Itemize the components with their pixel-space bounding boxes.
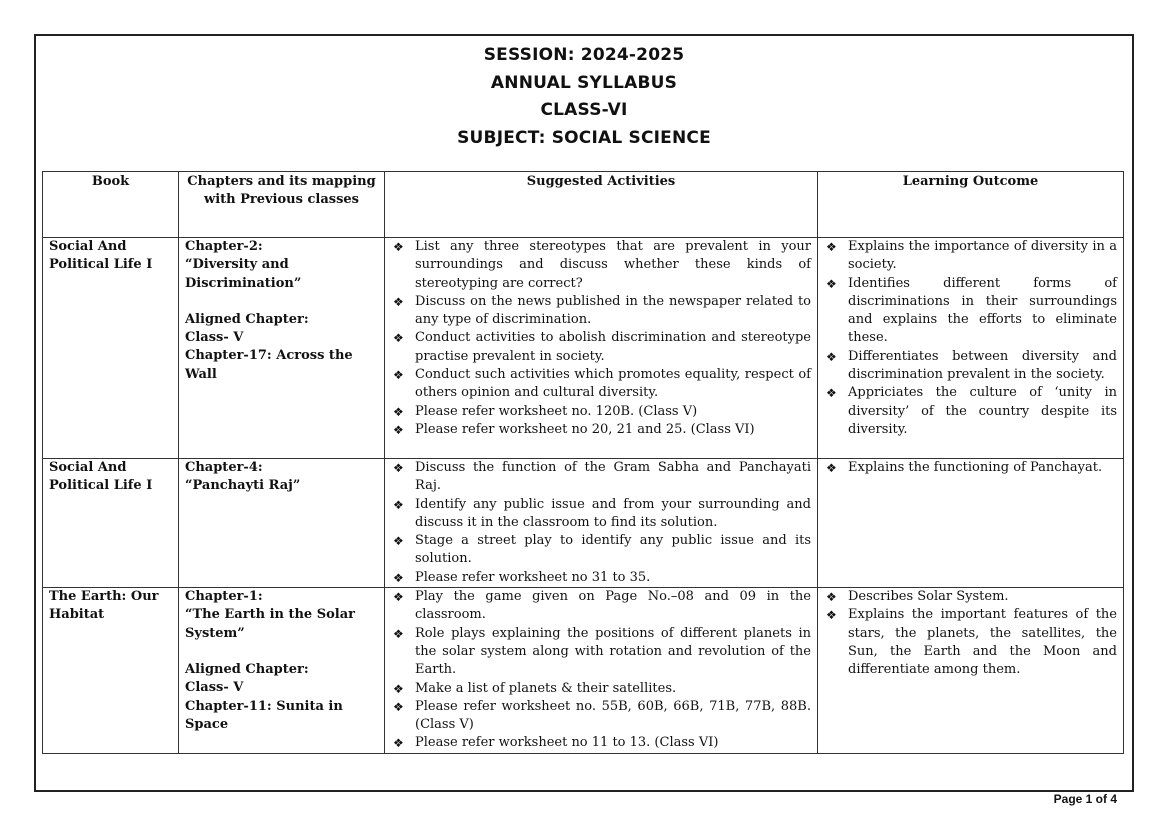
chapter-cell bbox=[179, 459, 385, 588]
book-cell: Social And Political Life I bbox=[43, 238, 179, 459]
outcomes-cell bbox=[818, 588, 1124, 754]
activities-cell bbox=[385, 238, 818, 459]
activity-item: ❖ Please refer worksheet no. 55B, 60B, 66B, 71B, 77B, 88B. (Class V) bbox=[391, 698, 811, 735]
activity-item: ❖ List any three stereotypes that are prevalent in your surroundings and discuss whether these kinds of stereotyping are correct? bbox=[391, 238, 811, 293]
activity-item: ❖ Discuss the function of the Gram Sabha and Panchayati Raj. bbox=[391, 459, 811, 496]
outcome-item: ❖ Identifies different forms of discriminations in their surroundings and explains the efforts to eliminate these. bbox=[824, 275, 1117, 348]
activity-item: ❖ Discuss on the news published in the newspaper related to any type of discrimination. bbox=[391, 293, 811, 330]
outcomes-cell bbox=[818, 459, 1124, 588]
activity-item: ❖ Role plays explaining the positions of different planets in the solar system along with rotation and revolution of the Earth. bbox=[391, 625, 811, 680]
document-header bbox=[34, 42, 1134, 152]
aligned-class: Class- V bbox=[185, 680, 244, 696]
outcome-item: ❖ Explains the important features of the stars, the planets, the satellites, the Sun, the Earth and the Moon and differentiate among them. bbox=[824, 606, 1117, 679]
activity-item: ❖ Stage a street play to identify any public issue and its solution. bbox=[391, 532, 811, 569]
chapter-title: “Panchayti Raj” bbox=[185, 478, 301, 494]
aligned-chapter: Chapter-11: Sunita in Space bbox=[185, 698, 343, 732]
activity-item: ❖ Please refer worksheet no 31 to 35. bbox=[391, 569, 811, 587]
chapter-cell bbox=[179, 238, 385, 459]
session-line: SESSION: 2024-2025 bbox=[483, 45, 685, 65]
activity-item: ❖ Play the game given on Page No.–08 and 09 in the classroom. bbox=[391, 588, 811, 625]
column-header-book: Book bbox=[43, 172, 179, 238]
activity-item: ❖ Make a list of planets & their satellites. bbox=[391, 680, 811, 698]
activity-item: ❖ Identify any public issue and from your surrounding and discuss it in the classroom to find its solution. bbox=[391, 496, 811, 533]
column-header-chapters: Chapters and its mapping with Previous classes bbox=[179, 172, 385, 238]
activities-cell bbox=[385, 588, 818, 754]
outcome-item: ❖ Differentiates between diversity and discrimination prevalent in the society. bbox=[824, 348, 1117, 385]
outcomes-cell bbox=[818, 238, 1124, 459]
table-header-row bbox=[43, 172, 1124, 238]
activity-item: ❖ Please refer worksheet no 20, 21 and 25. (Class VI) bbox=[391, 421, 811, 439]
table-row bbox=[43, 588, 1124, 754]
aligned-class: Class- V bbox=[185, 330, 244, 346]
outcome-item: ❖ Appriciates the culture of ‘unity in diversity’ of the country despite its diversity. bbox=[824, 384, 1117, 439]
activity-item: ❖ Conduct such activities which promotes equality, respect of others opinion and cultural diversity. bbox=[391, 366, 811, 403]
class-line: CLASS-VI bbox=[540, 100, 628, 120]
activities-cell bbox=[385, 459, 818, 588]
book-cell: The Earth: Our Habitat bbox=[43, 588, 179, 754]
chapter-title: “Diversity and Discrimination” bbox=[185, 257, 302, 291]
activity-item: ❖ Please refer worksheet no. 120B. (Class V) bbox=[391, 403, 811, 421]
chapter-number: Chapter-2: bbox=[185, 239, 263, 254]
aligned-label: Aligned Chapter: bbox=[185, 311, 309, 327]
column-header-outcome: Learning Outcome bbox=[818, 172, 1124, 238]
outcome-item: ❖ Describes Solar System. bbox=[824, 588, 1117, 606]
page-number: Page 1 of 4 bbox=[1053, 792, 1117, 806]
chapter-title: “The Earth in the Solar System” bbox=[185, 607, 356, 641]
subject-line: SUBJECT: SOCIAL SCIENCE bbox=[457, 127, 711, 148]
table-row bbox=[43, 238, 1124, 459]
column-header-activities: Suggested Activities bbox=[385, 172, 818, 238]
syllabus-table bbox=[42, 171, 1124, 754]
activity-item: ❖ Please refer worksheet no 11 to 13. (Class VI) bbox=[391, 734, 811, 752]
chapter-number: Chapter-4: bbox=[185, 460, 263, 475]
table-row bbox=[43, 459, 1124, 588]
aligned-chapter: Chapter-17: Across the Wall bbox=[185, 348, 353, 382]
outcome-item: ❖ Explains the importance of diversity in a society. bbox=[824, 238, 1117, 275]
chapter-number: Chapter-1: bbox=[185, 589, 263, 605]
book-cell: Social And Political Life I bbox=[43, 459, 179, 588]
outcome-item: ❖ Explains the functioning of Panchayat. bbox=[824, 459, 1117, 477]
activity-item: ❖ Conduct activities to abolish discrimination and stereotype practise prevalent in society. bbox=[391, 329, 811, 366]
aligned-label: Aligned Chapter: bbox=[185, 661, 309, 677]
syllabus-title: ANNUAL SYLLABUS bbox=[490, 72, 678, 93]
chapter-cell bbox=[179, 588, 385, 754]
